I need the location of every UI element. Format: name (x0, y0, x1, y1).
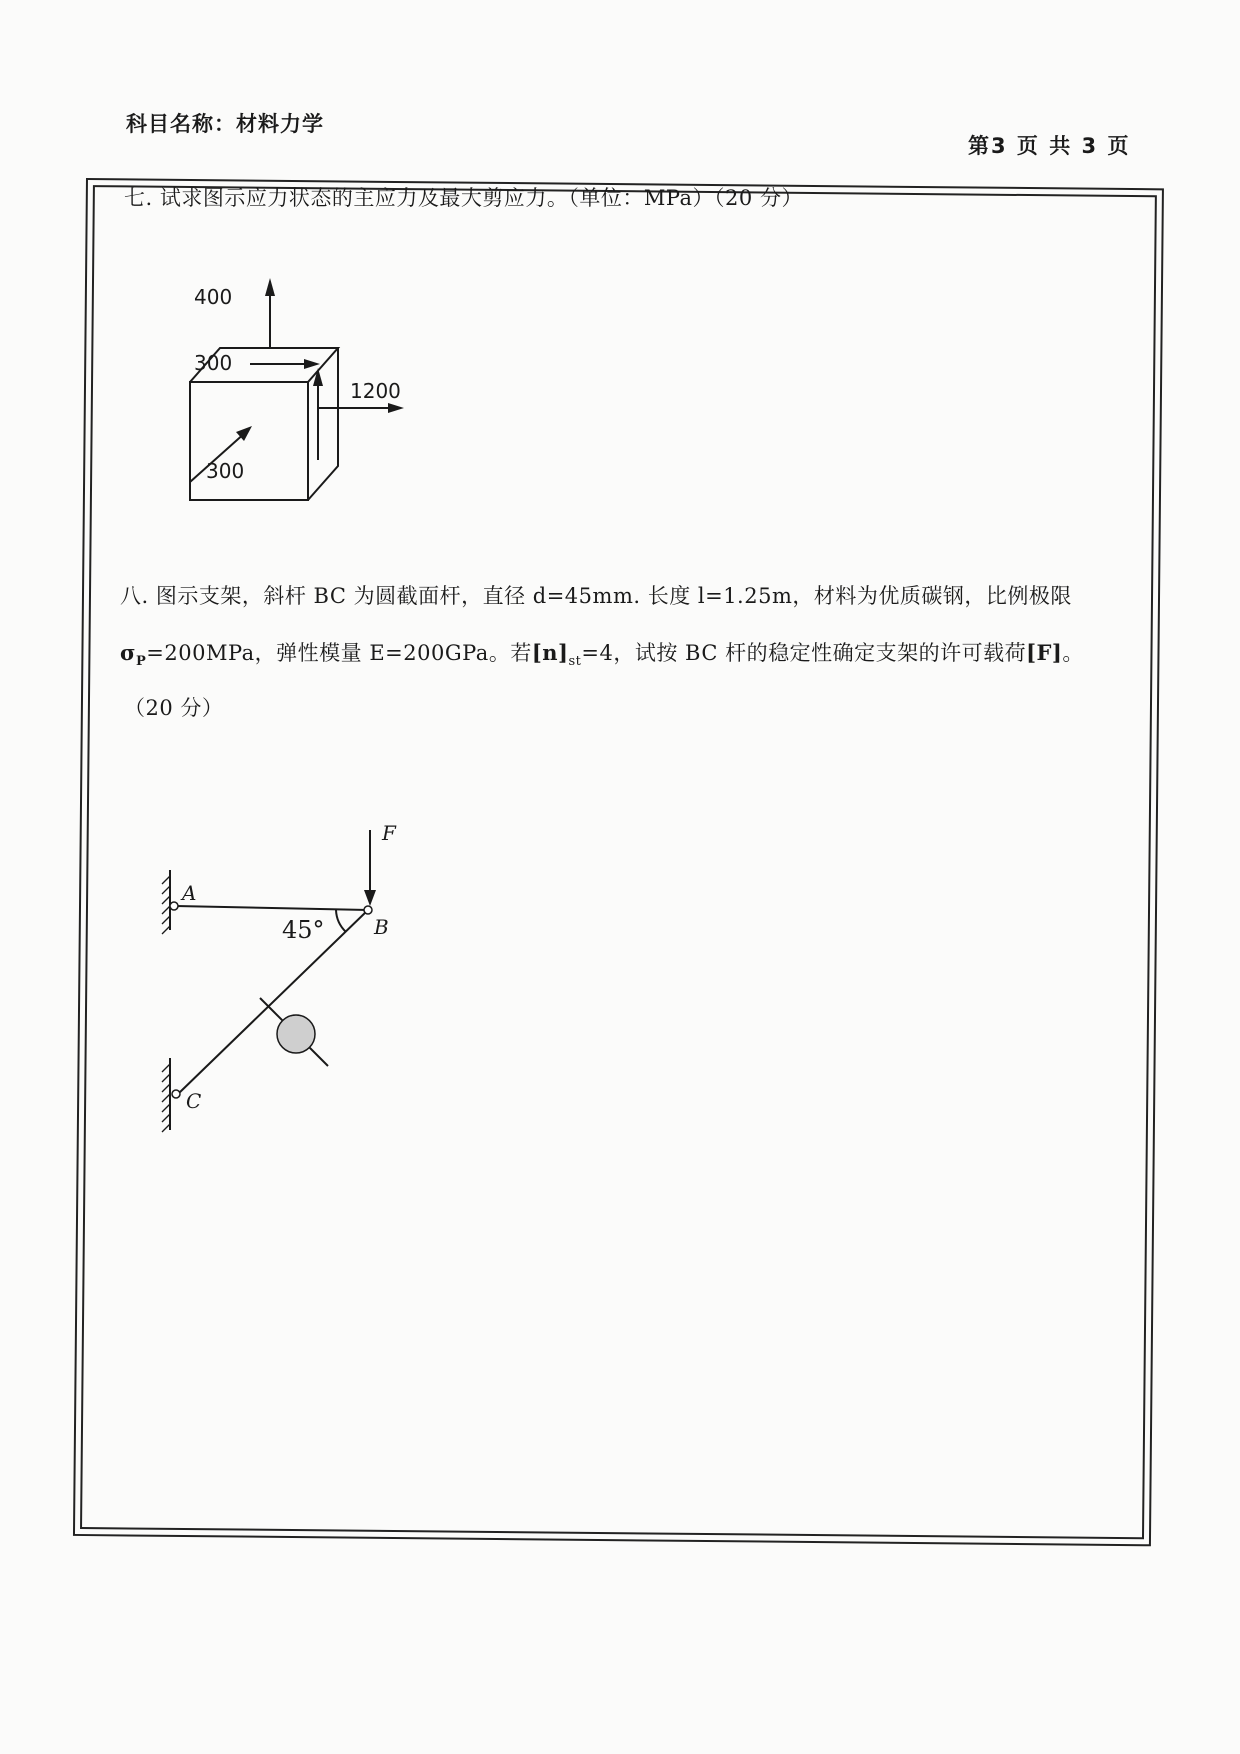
cube-right-face (308, 348, 338, 500)
question-8-line-2 (120, 640, 1084, 670)
question-8-line-3: （20 分） (124, 696, 224, 720)
page-number: 第3 页 共 3 页 (968, 134, 1131, 158)
hinge-A (170, 902, 178, 910)
question-7-text: 七. 试求图示应力状态的主应力及最大剪应力。（单位：MPa）（20 分） (124, 186, 803, 210)
subject-title: 科目名称：材料力学 (126, 112, 324, 136)
n-subscript: st (568, 654, 582, 670)
cross-section-circle (277, 1015, 315, 1053)
question-8-line-2a: =200MPa，弹性模量 E=200GPa。若 (146, 641, 532, 665)
label-400: 400 (194, 285, 233, 309)
label-A: A (182, 881, 197, 905)
label-B: B (374, 915, 389, 939)
rod-BC (178, 910, 368, 1094)
label-angle: 45° (282, 916, 325, 944)
label-C: C (186, 1089, 202, 1113)
hinge-B (364, 906, 372, 914)
label-1200: 1200 (350, 379, 401, 403)
stress-element-diagram (160, 270, 480, 510)
n-bracket: [n] (531, 640, 569, 665)
question-8-line-2-end: 。 (1062, 641, 1084, 665)
question-8-line-1: 八. 图示支架，斜杆 BC 为圆截面杆，直径 d=45mm. 长度 l=1.25m，材料为优质碳钢，比例极限 (120, 584, 1072, 608)
f-bracket: [F] (1026, 640, 1063, 665)
bracket-diagram (150, 810, 450, 1140)
sigma-symbol: σ (120, 640, 136, 665)
question-8-line-2b: =4，试按 BC 杆的稳定性确定支架的许可载荷 (581, 641, 1027, 665)
label-300-shear: 300 (194, 351, 233, 375)
label-F: F (382, 821, 396, 845)
rod-AB (176, 906, 368, 910)
angle-arc (336, 910, 346, 932)
hinge-C (172, 1090, 180, 1098)
label-300-front: 300 (206, 459, 245, 483)
sigma-subscript: P (135, 654, 147, 670)
